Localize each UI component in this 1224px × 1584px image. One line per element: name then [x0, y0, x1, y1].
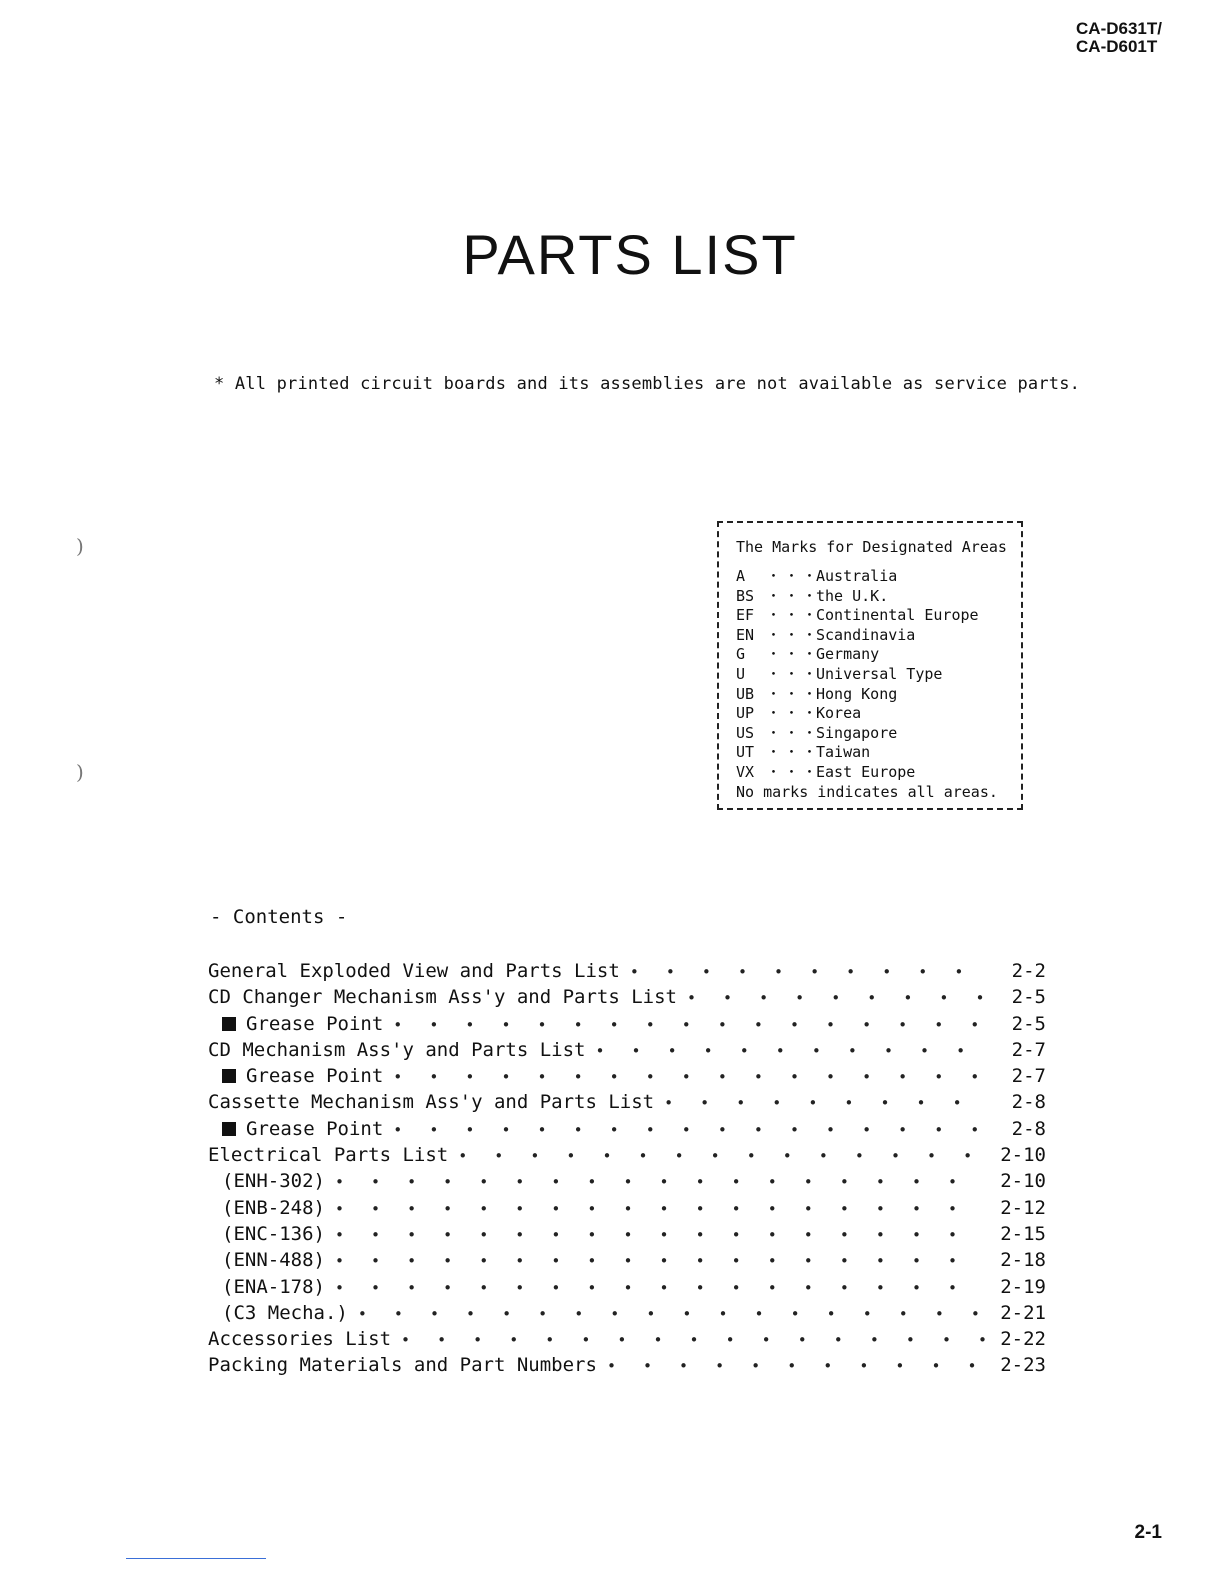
model-numbers: [1076, 20, 1162, 56]
areas-footer-note: No marks indicates all areas.: [736, 782, 998, 801]
area-dots: ・・・: [766, 664, 821, 683]
area-dots: ・・・: [766, 586, 821, 605]
area-code: UT: [736, 743, 755, 762]
dot-leader: [458, 1143, 986, 1169]
area-code: UP: [736, 704, 755, 723]
area-code: UB: [736, 684, 755, 703]
toc-page-number: 2-5: [1011, 986, 1046, 1009]
toc-page-number: 2-8: [1011, 1091, 1046, 1114]
area-dots: ・・・: [766, 606, 821, 625]
dot-leader: [335, 1248, 986, 1274]
toc-page-number: 2-2: [1011, 960, 1046, 982]
area-name: Australia: [816, 567, 898, 585]
contents-heading: - Contents -: [210, 906, 348, 928]
area-name: Korea: [816, 704, 862, 723]
toc-label: Cassette Mechanism Ass'y and Parts List: [208, 1091, 655, 1114]
area-row: [736, 704, 1021, 724]
area-code: A: [736, 567, 746, 585]
toc-entry[interactable]: [208, 1063, 1046, 1089]
toc-label: Packing Materials and Part Numbers: [208, 1354, 597, 1377]
toc-label: General Exploded View and Parts List: [208, 960, 620, 982]
dot-leader: [358, 1301, 986, 1327]
table-of-contents: [208, 958, 1046, 1379]
toc-page-number: 2-21: [1000, 1301, 1046, 1324]
area-dots: ・・・: [766, 567, 821, 585]
area-dots: ・・・: [766, 704, 821, 723]
area-code: EN: [736, 625, 755, 644]
footer-rule: [126, 1558, 266, 1559]
dot-leader: [630, 959, 986, 985]
area-name: Continental Europe: [816, 606, 979, 625]
area-name: Hong Kong: [816, 684, 898, 703]
area-name: Taiwan: [816, 743, 871, 762]
area-row: [736, 587, 1021, 607]
area-dots: ・・・: [766, 743, 821, 762]
dot-leader: [607, 1353, 986, 1379]
toc-page-number: 2-19: [1000, 1275, 1046, 1298]
dot-leader: [335, 1196, 986, 1222]
area-dots: ・・・: [766, 645, 821, 664]
toc-label: CD Mechanism Ass'y and Parts List: [208, 1038, 586, 1061]
dot-leader: [393, 1117, 986, 1143]
dot-leader: [401, 1327, 986, 1353]
toc-entry[interactable]: [208, 1116, 1046, 1142]
area-dots: ・・・: [766, 723, 821, 742]
area-row: [736, 724, 1021, 744]
toc-entry[interactable]: [208, 1326, 1046, 1352]
toc-label-wrapper: [208, 1063, 383, 1089]
toc-label: (ENB-248): [222, 1196, 325, 1219]
toc-entry[interactable]: [208, 1089, 1046, 1115]
binding-mark: ): [76, 534, 84, 558]
dot-leader: [596, 1038, 987, 1064]
page-number: 2-1: [1134, 1522, 1162, 1543]
toc-label: (ENA-178): [222, 1275, 325, 1298]
toc-label: Grease Point: [246, 1117, 384, 1140]
toc-label: (ENN-488): [222, 1249, 325, 1272]
toc-entry[interactable]: [208, 1352, 1046, 1378]
toc-page-number: 2-22: [1000, 1328, 1046, 1351]
area-name: the U.K.: [816, 586, 889, 605]
toc-label: Accessories List: [208, 1328, 392, 1351]
binding-mark: ): [76, 760, 84, 784]
area-row: [736, 626, 1021, 646]
toc-label: Grease Point: [246, 1012, 384, 1035]
toc-page-number: 2-5: [1011, 1012, 1046, 1035]
toc-entry[interactable]: [208, 1142, 1046, 1168]
area-row: [736, 606, 1021, 626]
toc-entry[interactable]: [208, 1221, 1046, 1247]
area-name: East Europe: [816, 762, 916, 781]
area-dots: ・・・: [766, 762, 821, 781]
toc-page-number: 2-15: [1000, 1222, 1046, 1245]
toc-page-number: 2-18: [1000, 1249, 1046, 1272]
toc-page-number: 2-12: [1000, 1196, 1046, 1219]
area-code: US: [736, 723, 755, 742]
toc-label-wrapper: [208, 1116, 383, 1142]
page-title: PARTS LIST: [462, 223, 798, 286]
toc-page-number: 2-10: [1000, 1144, 1046, 1167]
toc-label: (C3 Mecha.): [222, 1301, 348, 1324]
toc-page-number: 2-23: [1000, 1354, 1046, 1377]
toc-label: CD Changer Mechanism Ass'y and Parts List: [208, 986, 677, 1009]
toc-entry[interactable]: [208, 984, 1046, 1010]
toc-entry[interactable]: [208, 1300, 1046, 1326]
toc-entry[interactable]: [208, 1168, 1046, 1194]
designated-areas-title: The Marks for Designated Areas: [736, 538, 1007, 556]
toc-page-number: 2-8: [1011, 1117, 1046, 1140]
area-code: EF: [736, 606, 755, 625]
area-name: Singapore: [816, 723, 898, 742]
dot-leader: [335, 1169, 986, 1195]
dot-leader: [393, 1012, 986, 1038]
toc-entry[interactable]: [208, 1247, 1046, 1273]
toc-page-number: 2-10: [1000, 1170, 1046, 1193]
toc-entry[interactable]: [208, 1011, 1046, 1037]
area-row: [736, 645, 1021, 665]
area-dots: ・・・: [766, 625, 821, 644]
dot-leader: [664, 1090, 986, 1116]
dot-leader: [393, 1064, 986, 1090]
service-note: * All printed circuit boards and its assemblies are not available as service parts.: [214, 374, 1081, 394]
black-square-icon: [222, 1122, 236, 1136]
area-row: [736, 743, 1021, 763]
area-name: Germany: [816, 645, 880, 664]
toc-label: (ENH-302): [222, 1170, 325, 1193]
toc-entry[interactable]: [208, 1195, 1046, 1221]
toc-label: Grease Point: [246, 1065, 384, 1088]
black-square-icon: [222, 1069, 236, 1083]
designated-areas-box: [717, 521, 1023, 810]
toc-entry[interactable]: [208, 1274, 1046, 1300]
black-square-icon: [222, 1017, 236, 1031]
toc-label-wrapper: [208, 1011, 383, 1037]
area-code: U: [736, 664, 746, 683]
toc-entry[interactable]: [208, 958, 1046, 984]
model-number-2: CA-D601T: [1076, 37, 1158, 56]
model-number-1: CA-D631T/: [1076, 19, 1162, 38]
area-dots: ・・・: [766, 684, 821, 703]
area-name: Scandinavia: [816, 625, 916, 644]
area-name: Universal Type: [816, 664, 943, 683]
dot-leader: [335, 1222, 986, 1248]
toc-entry[interactable]: [208, 1037, 1046, 1063]
area-code: VX: [736, 762, 755, 781]
area-row: [736, 665, 1021, 685]
toc-label: (ENC-136): [222, 1222, 325, 1245]
toc-page-number: 2-7: [1011, 1065, 1046, 1088]
area-code: BS: [736, 586, 755, 605]
toc-page-number: 2-7: [1011, 1038, 1046, 1061]
area-code: G: [736, 645, 746, 664]
area-row: [736, 685, 1021, 705]
toc-label: Electrical Parts List: [208, 1144, 449, 1167]
dot-leader: [687, 985, 986, 1011]
dot-leader: [335, 1275, 986, 1301]
area-row: [736, 567, 1021, 587]
area-row: [736, 763, 1021, 783]
